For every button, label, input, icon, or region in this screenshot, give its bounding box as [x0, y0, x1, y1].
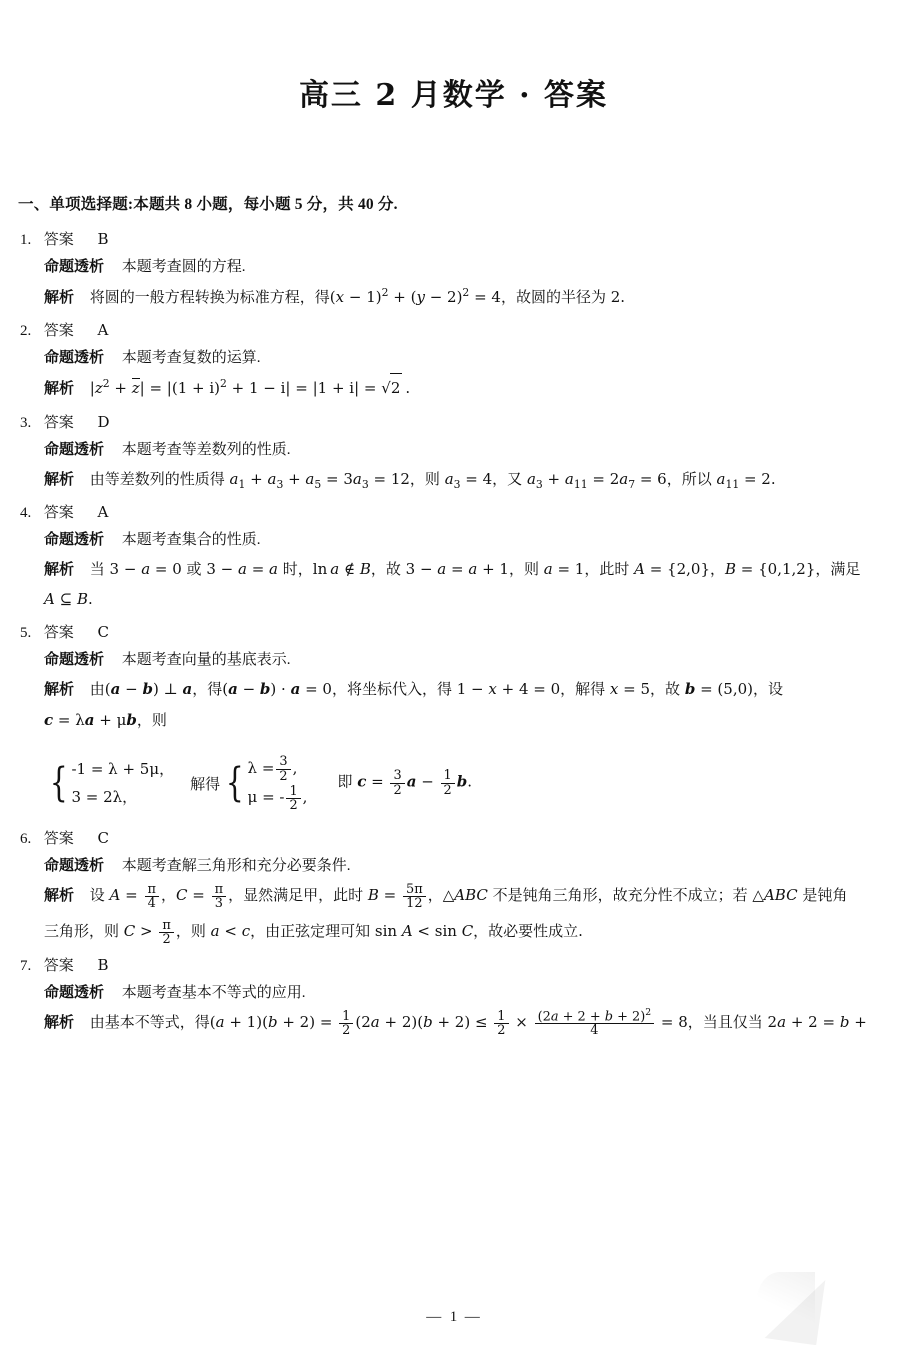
page-footer — [0, 1309, 907, 1326]
answer-value: A — [97, 502, 109, 521]
lambda-var: λ = — [247, 758, 275, 777]
solution-text: 由(a − b) ⊥ a，得(a − b) · a = 0，将坐标代入，得 1 − x + 4 = 0，解得 x = 5，故 b = (5,0)，设 c = λa + μb，则 — [44, 680, 783, 729]
tip-label: 命题透析 — [44, 259, 105, 275]
item-number: 3. — [20, 414, 32, 431]
tip-line — [18, 346, 885, 367]
tip-line — [18, 528, 885, 549]
solution-text: 由等差数列的性质得 $a_1 + a_3 + a_5 = 3a_3 = 12$，则 $a_3 = 4$，又 $a_3 + a_{11} = 2a_7 = 6$，所以 $a_{11} = 2$. — [89, 469, 776, 491]
solution-text: 将圆的一般方程转换为标准方程，得$(x - 1)^2 + (y - 2)^2 = 4$，故圆的半径为 2. — [89, 286, 626, 306]
answer-value: B — [97, 230, 109, 248]
item-number: 1. — [20, 232, 32, 248]
tip-line — [18, 981, 885, 1002]
answer-value: C — [97, 829, 109, 848]
answer-label: 答案 — [43, 625, 74, 642]
tip-label: 命题透析 — [44, 531, 105, 548]
solution-label: 解析 — [44, 888, 75, 905]
footer-dash-left: — — [426, 1309, 443, 1325]
tip-text: 本题考查基本不等式的应用. — [121, 984, 306, 1001]
equation-row-2: 3 = 2λ， — [71, 788, 138, 807]
solution-label: 解析 — [44, 290, 75, 306]
answer-block-6 — [18, 827, 885, 948]
answer-label: 答案 — [43, 504, 74, 521]
system-of-equations — [44, 754, 885, 813]
solution-label: 解析 — [44, 682, 75, 699]
answer-block-4 — [18, 501, 885, 616]
left-system-brace: { -1 = λ + 5μ， 3 = 2λ， — [46, 755, 174, 812]
answer-line — [18, 319, 885, 340]
answer-line — [18, 621, 885, 642]
solution-label: 解析 — [44, 561, 75, 578]
solution-label: 解析 — [44, 381, 75, 398]
answer-block-3 — [18, 411, 885, 495]
solution-line — [18, 282, 885, 313]
answer-block-1 — [18, 228, 885, 313]
right-system-brace: { λ = $\frac{3}{2}$ , μ = - $\frac{1}{2}$ , — [225, 754, 308, 814]
mu-var: μ = - — [247, 788, 285, 807]
answer-value: A — [97, 321, 109, 340]
solution-text-cont: 三角形，则 C > $\frac{\pi}{2}$ ，则 a < c，由正弦定理可知 sin A < sin C，故必要性成立. — [44, 917, 583, 948]
answer-value: B — [97, 955, 109, 974]
page-corner-fold — [701, 1262, 821, 1342]
answer-label: 答案 — [43, 957, 74, 974]
answer-line — [18, 228, 885, 249]
mu-num: 1 — [289, 783, 298, 799]
solution-label: 解析 — [44, 1015, 75, 1032]
answer-block-7 — [18, 954, 885, 1039]
tip-text: 本题考查复数的运算. — [121, 350, 261, 367]
solution-line-cont — [18, 917, 885, 947]
answer-value: C — [97, 623, 109, 642]
answer-block-5 — [18, 621, 885, 813]
solution-line — [18, 881, 885, 911]
tip-text: 本题考查向量的基底表示. — [121, 652, 291, 669]
mu-den: 2 — [286, 798, 300, 813]
solution-text: 由基本不等式，得(a + 1)(b + 2) = $\frac{1}{2}$ (2a + 2)(b + 2) ≤ $\frac{1}{2}$ × $\frac{(2a + 2 + b + 2)^2}{4}$ = 8，当且仅当 2a + 2 = b + — [89, 1006, 867, 1039]
solution-line — [18, 1008, 885, 1039]
tip-text: 本题考查解三角形和充分必要条件. — [121, 858, 351, 875]
tip-line — [18, 438, 885, 459]
item-number: 2. — [20, 323, 32, 340]
solution-line — [18, 555, 885, 616]
item-number: 7. — [20, 957, 32, 974]
page-title: 高三 2 月数学 · 答案 — [298, 78, 609, 113]
answer-label: 答案 — [43, 831, 74, 848]
answer-line — [18, 411, 885, 432]
answer-label: 答案 — [43, 414, 74, 431]
tip-label: 命题透析 — [44, 858, 105, 875]
solution-row-1: λ = $\frac{3}{2}$ , — [247, 754, 298, 784]
lambda-den: 2 — [276, 769, 290, 784]
item-number: 5. — [20, 625, 32, 642]
result-expression: 即 c = $\frac{3}{2}$ a − $\frac{1}{2}$ b. — [337, 768, 473, 798]
solution-row-2: μ = - $\frac{1}{2}$ , — [247, 783, 308, 814]
document-body — [18, 114, 885, 1039]
solve-connector: 解得 — [190, 776, 221, 793]
solution-text: 当 3 − a = 0 或 3 − a = a 时，ln a ∉ B，故 3 − a = a + 1，则 a = 1，此时 A = {2,0}，B = {0,1,2}，满足 A ⊆ B. — [44, 559, 861, 608]
solution-text: 设 A = $\frac{\pi}{4}$ ，C = $\frac{\pi}{3}$ ，显然满足甲，此时 B = $\frac{5\pi}{12}$ ，△ABC 不是钝角三角形，故充分性不成立；若 △ABC 是钝角 — [89, 881, 848, 912]
solution-line — [18, 465, 885, 495]
footer-dash-right: — — [464, 1309, 481, 1325]
page-number: 1 — [449, 1309, 458, 1325]
solution-label: 解析 — [44, 471, 75, 488]
answer-line — [18, 954, 885, 975]
equation-row-1: -1 = λ + 5μ， — [71, 759, 175, 778]
tip-label: 命题透析 — [44, 441, 105, 458]
tip-label: 命题透析 — [44, 984, 105, 1001]
tip-line — [18, 854, 885, 875]
answer-value: D — [97, 412, 110, 431]
tip-label: 命题透析 — [44, 350, 105, 367]
solution-line — [18, 675, 885, 736]
item-number: 4. — [20, 504, 32, 521]
tip-text: 本题考查圆的方程. — [121, 259, 246, 275]
answer-label: 答案 — [43, 323, 74, 340]
solution-text: $|z^2 + z| = |(1 + i)^2 + 1 - i| = |1 + i| = √2$ . — [90, 379, 410, 397]
answer-line — [18, 501, 885, 522]
tip-label: 命题透析 — [44, 652, 105, 669]
answer-label: 答案 — [43, 232, 74, 248]
section-heading: 一、单项选择题:本题共 8 小题，每小题 5 分，共 40 分. — [18, 196, 398, 213]
tip-text: 本题考查等差数列的性质. — [121, 441, 291, 458]
tip-line — [18, 648, 885, 669]
solution-line — [18, 373, 885, 404]
answer-line — [18, 827, 885, 848]
item-number: 6. — [20, 831, 32, 848]
lambda-num: 3 — [279, 754, 288, 770]
tip-text: 本题考查集合的性质. — [121, 531, 261, 548]
answer-block-2 — [18, 319, 885, 404]
tip-line — [18, 255, 885, 276]
